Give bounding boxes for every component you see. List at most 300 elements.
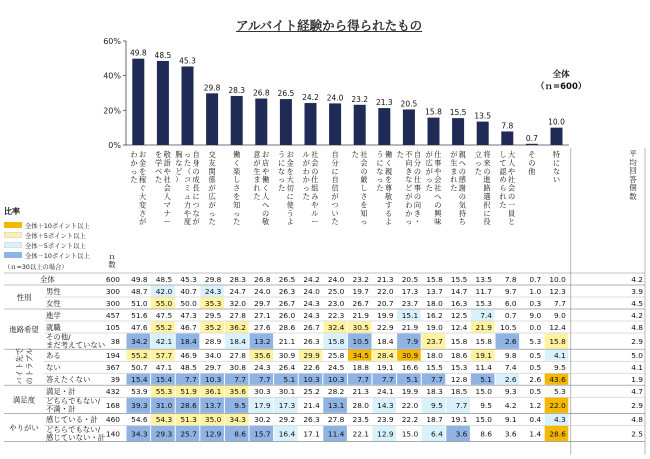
table-cell: 15.5 [426, 363, 443, 372]
y-tick-label: 40% [103, 71, 121, 81]
row-n: 457 [105, 310, 120, 320]
table-cell: 46.7 [180, 322, 197, 332]
table-cell: 35.6 [254, 351, 271, 360]
table-cell: 24.3 [254, 363, 271, 372]
table-cell: 7.7 [185, 375, 197, 384]
table-cell: 22.2 [401, 415, 419, 425]
category-label-char: る [384, 208, 393, 218]
category-label-char: 生 [450, 158, 458, 168]
table-cell: 14.3 [377, 401, 394, 411]
category-label-char: 知 [360, 208, 368, 218]
category-label-char: さ [360, 192, 368, 201]
table-cell: 12.8 [450, 375, 468, 384]
table-cell: 50.0 [180, 298, 197, 308]
table-cell: 15.0 [475, 415, 492, 425]
legend-title: 比率 [4, 207, 20, 216]
category-label-char: わ [302, 166, 310, 176]
table-cell: 25.7 [180, 429, 197, 439]
category-label-char: 役 [483, 217, 491, 227]
table-cell: 9.3 [504, 387, 517, 396]
category-label-char: た [208, 217, 216, 227]
category-label-char: ー [311, 217, 319, 227]
row-avg: 4.8 [631, 415, 643, 425]
category-label-char: に [192, 192, 200, 201]
table-cell: 17.3 [401, 286, 419, 296]
table-cell: 0.3 [529, 298, 542, 308]
table-cell: 19.1 [475, 351, 492, 360]
table-cell: 24.2 [303, 274, 320, 284]
table-cell: 6.0 [504, 298, 517, 308]
table-cell: 12.3 [549, 286, 566, 296]
category-label-char: っ [360, 217, 368, 227]
table-cell: 34.3 [131, 429, 148, 439]
category-label-char: て [499, 158, 507, 168]
category-label-char: の [483, 166, 491, 176]
table-cell: 30.5 [352, 322, 369, 332]
category-label-char: が [450, 150, 458, 159]
table-cell: 18.6 [450, 351, 468, 360]
category-label-char: れ [499, 192, 507, 201]
category-label-char: た [253, 192, 261, 201]
table-cell: 25.2 [303, 387, 320, 396]
category-label-char: っ [474, 158, 483, 168]
category-label-char: が [302, 158, 310, 168]
table-cell: 55.2 [155, 322, 173, 332]
table-cell: 11.4 [475, 363, 492, 372]
table-cell: 21.1 [278, 336, 296, 346]
table-cell: 50.7 [131, 363, 148, 372]
table-cell: 31.0 [155, 401, 173, 411]
table-cell: 18.0 [426, 351, 443, 360]
category-label-char: の [413, 192, 422, 201]
table-cell: 14.7 [450, 286, 468, 296]
table-cell: 40.7 [180, 286, 197, 296]
table-cell: 1.2 [529, 401, 542, 411]
table-cell: 0.7 [504, 310, 517, 320]
table-cell: 2.6 [504, 375, 517, 384]
category-label-char: っ [233, 208, 241, 218]
category-label-char: 事 [434, 158, 442, 168]
category-label-char: 認 [499, 166, 507, 176]
row-n: 38 [110, 336, 120, 346]
row-avg: 4.2 [631, 274, 643, 284]
category-label-char: や [183, 208, 192, 218]
category-label-char: 社 [434, 183, 442, 193]
category-label-char: わ [130, 150, 138, 159]
category-label-char: っ [277, 175, 286, 185]
table-cell: 57.7 [155, 351, 173, 360]
category-label-char: つ [331, 200, 339, 210]
category-label-char: へ [261, 200, 270, 210]
category-label-char: 来 [483, 158, 491, 168]
table-cell: 23.5 [352, 415, 369, 425]
table-cell: 5.1 [283, 375, 296, 384]
table-cell: 20.7 [377, 298, 394, 308]
table-cell: 42.1 [155, 336, 173, 346]
table-cell: 25.0 [327, 286, 345, 296]
category-label-char: た [154, 175, 163, 185]
y-tick-label: 60% [103, 37, 121, 46]
category-label-char: 社 [163, 175, 171, 185]
table-cell: 3.6 [455, 429, 468, 439]
table-cell: 8.6 [234, 429, 246, 439]
table-cell: 43.6 [549, 375, 566, 384]
category-label-char: た [233, 217, 241, 227]
category-label-char: を [154, 150, 163, 159]
category-label-char: ど [175, 166, 183, 176]
series-n: （ｎ=600） [536, 82, 587, 92]
table-cell: 12.5 [450, 310, 468, 320]
table-cell: 27.1 [254, 310, 271, 320]
table-cell: 10.3 [204, 375, 222, 384]
row-avg: 4.7 [631, 387, 643, 396]
category-label-char: し [233, 175, 241, 185]
category-label-char: 不 [405, 150, 413, 159]
category-label-char: （ [183, 166, 192, 176]
table-cell: 11.4 [327, 429, 345, 439]
table-cell: 27.8 [229, 310, 246, 320]
category-label-char: 路 [483, 183, 491, 193]
table-cell: 23.0 [327, 298, 345, 308]
y-tick-label: 20% [103, 106, 121, 116]
table-cell: 22.0 [377, 286, 394, 296]
table-cell: 39.3 [131, 401, 148, 411]
category-label-char: っ [130, 166, 138, 176]
table-cell: 10.3 [327, 375, 345, 384]
category-label-char: が [208, 200, 216, 210]
category-label-char: に [277, 158, 286, 168]
category-label-char: の [507, 192, 516, 201]
category-label-char: 生 [253, 166, 261, 176]
table-cell: 1.4 [529, 429, 542, 439]
category-label-char: が [425, 166, 433, 176]
category-label-char: や [507, 166, 516, 176]
category-label-char: 学 [154, 158, 163, 168]
table-cell: 49.8 [131, 274, 148, 284]
row-label: 男性 [46, 286, 61, 296]
table-cell: 15.4 [131, 375, 148, 384]
row-avg: 2.9 [631, 401, 643, 411]
group-label: のトラブル [25, 347, 34, 385]
row-label: まだ考えていない [46, 340, 106, 350]
category-label-char: く [384, 158, 393, 168]
category-label-char: 切 [286, 183, 294, 193]
table-cell: 48.5 [180, 363, 197, 372]
category-label-char: よ [286, 217, 294, 227]
table-cell: 9.0 [529, 310, 542, 320]
row-n: 105 [105, 322, 120, 332]
category-label-char: 会 [311, 158, 319, 168]
table-cell: 4.2 [504, 401, 517, 411]
category-label-char: が [331, 192, 339, 201]
category-label-char: 働 [233, 150, 241, 159]
category-label-char: た [130, 175, 138, 185]
table-cell: 24.1 [377, 387, 394, 396]
table-cell: 21.4 [303, 401, 320, 411]
category-label-char: 立 [474, 150, 483, 159]
table-cell: 35.0 [204, 415, 222, 425]
table-cell: 55.3 [155, 387, 173, 396]
table-cell: 22.6 [303, 363, 320, 372]
table-cell: 30.9 [401, 351, 419, 360]
bar-value-label: 13.5 [474, 111, 492, 121]
category-label-char: 大 [286, 175, 294, 185]
category-label-char: ど [405, 183, 413, 193]
category-label-char: 自 [413, 150, 422, 159]
table-cell: 0.0 [529, 322, 542, 332]
category-label-char: 働 [384, 150, 393, 159]
table-cell: 26.3 [278, 286, 296, 296]
table-cell: 23.2 [352, 274, 369, 284]
table-cell: 24.0 [254, 286, 271, 296]
table-cell: 30.8 [229, 363, 246, 372]
row-label: 不満・計 [46, 404, 76, 414]
category-label-char: コ [183, 175, 192, 185]
row-avg: 5.0 [631, 351, 643, 360]
table-cell: 13.7 [204, 401, 222, 411]
bar-value-label: 45.3 [179, 56, 196, 66]
row-n: 194 [105, 351, 120, 360]
bar-value-label: 49.8 [129, 48, 147, 58]
category-label-char: 仕 [311, 175, 319, 185]
category-label-char: 親 [384, 166, 393, 176]
category-label-char: 択 [483, 200, 491, 210]
table-cell: 19.7 [352, 286, 369, 296]
category-label-char: 自 [331, 175, 339, 185]
table-cell: 15.8 [549, 336, 566, 346]
category-label-char: た [474, 166, 483, 176]
category-label-char: ル [311, 208, 319, 218]
category-label-char: な [405, 175, 413, 185]
bar-value-label: 48.5 [154, 50, 172, 60]
category-label-char: 信 [331, 183, 339, 193]
table-cell: 9.8 [504, 351, 517, 360]
legend-label: 全体－10ポイント以上 [25, 252, 90, 260]
category-label-char: い [331, 208, 339, 218]
category-label-char: マ [163, 200, 171, 210]
category-label-char: た [183, 158, 192, 168]
table-cell: 15.4 [155, 375, 173, 384]
row-label: 全体 [40, 274, 55, 284]
table-cell: 7.4 [480, 310, 492, 320]
category-label-char: の [458, 166, 467, 176]
category-label-char: 使 [286, 200, 294, 210]
row-label: 満足・計 [46, 387, 76, 396]
table-cell: 26.0 [278, 310, 296, 320]
category-label-char: が [138, 217, 147, 227]
category-label-char: き [413, 208, 422, 218]
table-cell: 22.3 [327, 310, 345, 320]
category-label-char: た [499, 200, 507, 210]
table-cell: 28.6 [278, 322, 296, 332]
category-label-char: い [552, 175, 561, 185]
category-label-char: 事 [413, 183, 422, 193]
table-cell: 28.6 [549, 429, 566, 439]
category-label-char: な [277, 166, 286, 176]
legend-label: 全体＋5ポイント以上 [25, 232, 86, 240]
table-cell: 24.3 [303, 298, 320, 308]
category-label-char: 厳 [360, 175, 368, 185]
category-label-char: 長 [192, 183, 200, 193]
category-label-char: 意 [253, 150, 261, 159]
category-label-char: の [458, 192, 467, 201]
table-cell: 25.8 [327, 351, 345, 360]
row-n: 300 [105, 298, 120, 308]
table-cell: 12.9 [204, 429, 222, 439]
row-n: 140 [105, 429, 120, 439]
table-cell: 26.4 [278, 363, 296, 372]
table-cell: 29.9 [303, 351, 320, 360]
row-label: どちらでもない/ [46, 396, 101, 406]
category-label-char: へ [434, 192, 442, 201]
category-label-char: 向 [413, 200, 422, 210]
table-cell: 4.1 [554, 351, 566, 360]
table-cell: 26.7 [303, 322, 320, 332]
table-cell: 18.0 [426, 298, 443, 308]
table-cell: 28.6 [180, 401, 197, 411]
legend-label: 全体＋10ポイント以上 [25, 222, 90, 230]
category-label-char: べ [154, 166, 163, 176]
bar-value-label: 7.8 [501, 121, 514, 131]
table-cell: 47.3 [180, 310, 197, 320]
group-label: バイト先で [15, 347, 24, 385]
table-cell: 0.4 [529, 415, 542, 425]
table-cell: 27.8 [327, 415, 345, 425]
category-label-char: を [233, 192, 241, 201]
group-label: 進路希望 [9, 325, 39, 335]
row-n: 460 [105, 415, 120, 425]
table-cell: 9.7 [504, 286, 517, 296]
table-cell: 24.3 [204, 286, 222, 296]
category-label-char: 店 [261, 158, 270, 168]
category-label-char: の [413, 166, 422, 176]
table-cell: 15.8 [450, 336, 468, 346]
table-cell: 15.3 [475, 298, 492, 308]
table-cell: 30.3 [254, 387, 271, 396]
table-cell: 42.0 [155, 286, 173, 296]
category-label-char: が [425, 150, 433, 159]
table-cell: 5.3 [554, 387, 566, 396]
table-cell: 21.9 [475, 322, 492, 332]
category-label-char: ぐ [138, 183, 147, 193]
table-cell: 15.7 [254, 429, 271, 439]
table-cell: 47.1 [155, 363, 173, 372]
table-cell: 8.6 [480, 429, 492, 439]
table-cell: 7.8 [504, 274, 517, 284]
avg-header-char: 数 [629, 191, 637, 201]
category-label-char: か [405, 208, 413, 218]
category-label-char: 大 [507, 150, 516, 159]
category-label-char: 知 [233, 200, 241, 210]
table-cell: 17.9 [254, 401, 271, 411]
category-label-char: っ [302, 183, 310, 193]
category-label-char: 友 [208, 158, 216, 168]
row-n: 367 [105, 363, 120, 372]
table-cell: 6.4 [431, 429, 443, 439]
table-cell: 20.5 [401, 274, 419, 284]
table-cell: 22.0 [401, 401, 419, 411]
table-cell: 26.7 [352, 298, 369, 308]
category-label-char: を [138, 166, 147, 176]
category-label-char: つ [192, 200, 200, 210]
row-label: 就職 [46, 322, 61, 332]
table-cell: 48.5 [155, 274, 173, 284]
row-avg: 4.8 [631, 322, 643, 332]
table-cell: 29.3 [155, 429, 173, 439]
bar-value-label: 15.5 [449, 108, 467, 118]
table-cell: 28.3 [229, 274, 246, 284]
table-cell: 34.5 [352, 351, 369, 360]
table-cell: 15.3 [450, 363, 468, 372]
chart-title: アルバイト経験から得られたもの [236, 18, 423, 33]
table-cell: 7.7 [357, 375, 369, 384]
table-cell: 55.0 [155, 298, 173, 308]
category-label-char: 感 [458, 175, 467, 185]
bar-value-label: 15.8 [425, 107, 442, 117]
category-label-char: 一 [507, 200, 516, 210]
table-cell: 13.1 [327, 401, 345, 411]
category-label-char: き [405, 166, 413, 176]
row-avg: 3.9 [631, 286, 643, 296]
category-label-char: な [192, 208, 200, 218]
table-cell: 46.9 [180, 351, 197, 360]
table-cell: 7.4 [504, 363, 517, 372]
table-cell: 4.3 [554, 415, 566, 425]
category-label-char: た [450, 183, 458, 193]
category-label-char: が [405, 192, 413, 201]
table-cell: 3.6 [504, 429, 517, 439]
table-cell: 11.7 [475, 286, 492, 296]
table-cell: 1.0 [529, 286, 542, 296]
category-label-char: 社 [360, 150, 368, 159]
table-cell: 13.7 [426, 286, 443, 296]
table-cell: 48.7 [131, 286, 148, 296]
table-cell: 29.2 [278, 415, 296, 425]
table-cell: 53.9 [131, 387, 148, 396]
table-cell: 26.5 [278, 274, 296, 284]
table-cell: 17.1 [303, 429, 320, 439]
category-label-char: 自 [192, 150, 200, 159]
category-label-char: 人 [261, 192, 270, 201]
category-label-char: 向 [405, 158, 413, 168]
category-label-char: う [277, 150, 286, 159]
category-label-char: ミ [183, 183, 192, 193]
category-label-char: っ [208, 208, 216, 218]
category-label-char: ー [163, 217, 171, 227]
table-cell: 19.9 [377, 310, 394, 320]
category-label-char: う [286, 208, 294, 218]
table-cell: 47.5 [155, 310, 173, 320]
table-cell: 34.0 [204, 351, 222, 360]
table-cell: 28.2 [327, 387, 345, 396]
table-cell: 15.1 [401, 310, 419, 320]
table-cell: 16.2 [426, 310, 443, 320]
category-label-char: 交 [208, 150, 216, 159]
category-label-char: 成 [192, 175, 200, 185]
table-cell: 29.7 [204, 363, 222, 372]
category-label-char: 分 [413, 158, 422, 168]
bar-value-label: 28.3 [228, 85, 246, 95]
row-n: 432 [105, 387, 120, 396]
category-label-char: 持 [458, 208, 467, 218]
table-cell: 27.8 [229, 351, 246, 360]
table-cell: 21.9 [352, 310, 369, 320]
row-avg: 1.9 [631, 375, 643, 384]
series-label: 全体 [552, 70, 570, 80]
table-cell: 30.9 [278, 351, 296, 360]
table-cell: 51.0 [131, 298, 148, 308]
category-label-char: っ [425, 175, 433, 185]
